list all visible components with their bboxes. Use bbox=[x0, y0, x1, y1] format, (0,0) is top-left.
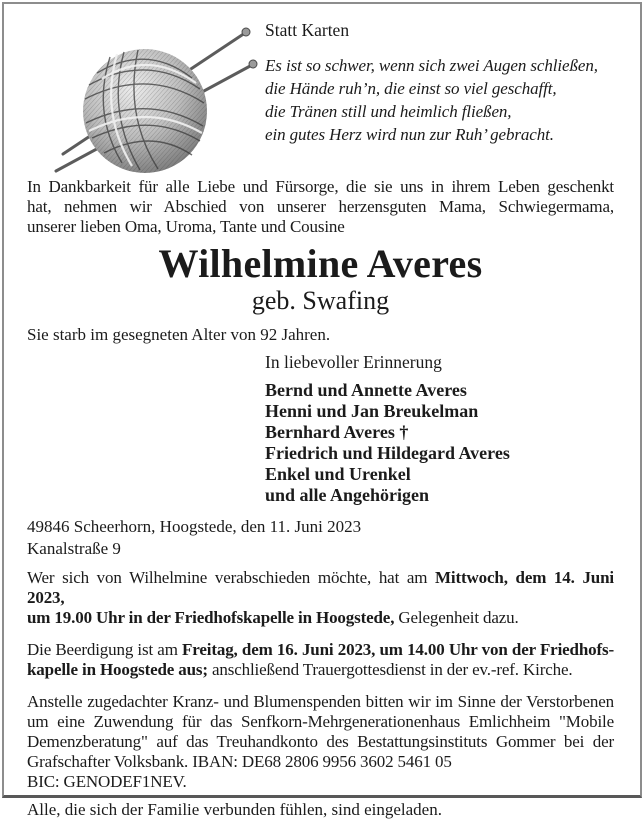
text-line: um 19.00 Uhr in der Friedhofskapelle in Hoogstede, Gelegenheit dazu. bbox=[27, 608, 519, 627]
text-line: kapelle in Hoogstede aus; anschließend Trauergottesdienst in der ev.-ref. Kirche. bbox=[27, 660, 573, 679]
intro-paragraph bbox=[27, 177, 614, 237]
place-date-line: 49846 Scheerhorn, Hoogstede, den 11. Juni 2023 bbox=[27, 517, 362, 536]
text-line: um eine Zuwendung für das Senfkorn-Mehrgenerationenhaus Emlichheim "Mobile bbox=[27, 712, 614, 731]
text-line: Grafschafter Volksbank. IBAN: DE68 2806 9956 3602 5461 05 bbox=[27, 752, 452, 771]
memorial-poem bbox=[265, 54, 614, 146]
poem-line: die Hände ruh’n, die einst so viel geschafft, bbox=[265, 79, 557, 98]
farewell-paragraph bbox=[27, 568, 614, 628]
family-list bbox=[27, 380, 614, 506]
family-member: und alle Angehörigen bbox=[265, 485, 430, 505]
text-line: Anstelle zugedachter Kranz- und Blumenspenden bitten wir im Sinne der Verstorbenen bbox=[27, 692, 614, 711]
text-line: Demenzberatung" auf das Treuhandkonto des Bestattungsinstituts Gommer bei der bbox=[27, 732, 614, 751]
text-line: hat, nehmen wir Abschied von unserer herzensguten Mama, Schwiegermama, bbox=[27, 197, 614, 216]
yarn-ball-with-knitting-needles-icon bbox=[51, 23, 269, 175]
burial-paragraph bbox=[27, 640, 614, 680]
address-block bbox=[27, 516, 614, 560]
family-member: Enkel und Urenkel bbox=[265, 464, 411, 484]
memory-label: In liebevoller Erinnerung bbox=[265, 352, 442, 372]
notice-content bbox=[4, 4, 640, 819]
text-line: Wer sich von Wilhelmine verabschieden möchte, hat am Mittwoch, dem 14. Juni 2023, bbox=[27, 568, 614, 607]
text-line: unserer lieben Oma, Uroma, Tante und Cousine bbox=[27, 217, 345, 236]
maiden-name: geb. Swafing bbox=[251, 286, 390, 315]
deceased-name: Wilhelmine Averes bbox=[158, 241, 483, 286]
poem-line: Es ist so schwer, wenn sich zwei Augen schließen, bbox=[265, 56, 598, 75]
closing-line: Alle, die sich der Familie verbunden fühlen, sind eingeladen. bbox=[27, 800, 442, 819]
street-line: Kanalstraße 9 bbox=[27, 539, 121, 558]
family-member: Bernd und Annette Averes bbox=[265, 380, 467, 400]
text-line: Die Beerdigung ist am Freitag, dem 16. Juni 2023, um 14.00 Uhr von der Friedhofs- bbox=[27, 640, 614, 659]
text-line: BIC: GENODEF1NEV. bbox=[27, 772, 187, 791]
notice-header bbox=[27, 19, 614, 177]
poem-line: ein gutes Herz wird nun zur Ruh’ gebracht. bbox=[265, 125, 554, 144]
family-member: Bernhard Averes † bbox=[265, 422, 409, 442]
death-statement: Sie starb im gesegneten Alter von 92 Jahren. bbox=[27, 325, 331, 344]
family-member: Henni und Jan Breukelman bbox=[265, 401, 479, 421]
text-line: In Dankbarkeit für alle Liebe und Fürsorge, die sie uns in ihrem Leben geschenkt bbox=[27, 177, 614, 196]
donation-paragraph bbox=[27, 692, 614, 792]
poem-line: die Tränen still und heimlich fließen, bbox=[265, 102, 512, 121]
family-member: Friedrich und Hildegard Averes bbox=[265, 443, 510, 463]
statt-karten-label: Statt Karten bbox=[265, 20, 350, 40]
